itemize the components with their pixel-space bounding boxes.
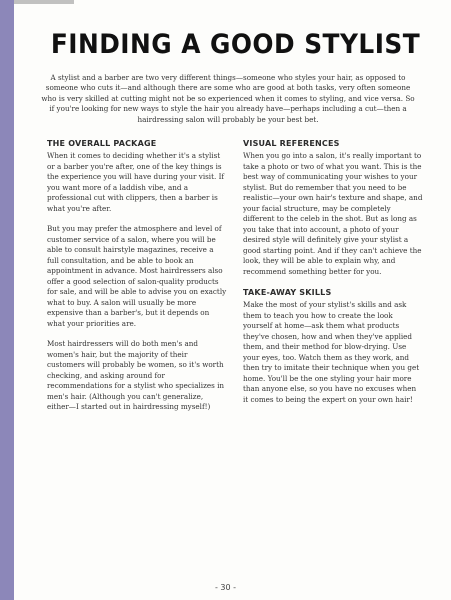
section-heading-visual-references: VISUAL REFERENCES	[243, 139, 340, 148]
side-color-band	[0, 0, 14, 600]
paragraph: When you go into a salon, it's really important to take a photo or two of what you want. This is the best way of communicating your wishes to your stylist. But do remember that you need to be realistic—your own hair's texture and shape, and your facial structure, may be completely different to the celeb in the shot. But as long as you take that into account, a photo of your desired style will definitely give your stylist a good starting point. And if they can't achieve the look, they will be able to explain why, and recommend something better for you.	[243, 151, 423, 276]
paragraph: Most hairdressers will do both men's and women's hair, but the majority of their customers will probably be women, so it's worth checking, and asking around for recommendations for a stylist who specializes in men's hair. (Although you can't generalize, either—I started out in hairdressing myself!)	[47, 339, 225, 411]
page-number: - 30 -	[214, 583, 237, 592]
paragraph: But you may prefer the atmosphere and level of customer service of a salon, where you will be able to consult hairstyle magazines, receive a full consultation, and be able to book an appointment in advance. Most hairdressers also offer a good selection of salon-quality products for sale, and will be able to advise you on exactly what to buy. A salon will usually be more expensive than a barber's, but it depends on what your priorities are.	[47, 224, 227, 328]
section-heading-take-away-skills: TAKE-AWAY SKILLS	[243, 288, 332, 297]
page-title: FINDING A GOOD STYLIST	[50, 29, 421, 60]
left-column	[47, 138, 227, 423]
right-column	[243, 138, 423, 415]
scan-shadow	[14, 0, 74, 4]
paragraph: Make the most of your stylist's skills and ask them to teach you how to create the look yourself at home—ask them what products they've chosen, how and when they've applied them, and their method for blow-drying. Use your eyes, too. Watch them as they work, and then try to imitate their technique when you get home. You'll be the one styling your hair more than anyone else, so you have no excuses when it comes to being the expert on your own hair!	[243, 300, 420, 404]
section-heading-overall-package: THE OVERALL PACKAGE	[47, 139, 157, 148]
paragraph: When it comes to deciding whether it's a stylist or a barber you're after, one of the key things is the experience you will have during your visit. If you want more of a laddish vibe, and a professional cut with clippers, then a barber is what you're after.	[47, 151, 225, 213]
intro-paragraph: A stylist and a barber are two very different things—someone who styles your hair, as opposed to someone who cuts it—and although there are some who are good at both tasks, very often someone who is very skilled at cutting might not be so experienced when it comes to styling, and vice versa. So if you're looking for new ways to style the hair you already have—perhaps including a cut—then a hairdressing salon will probably be your best bet.	[41, 73, 415, 124]
